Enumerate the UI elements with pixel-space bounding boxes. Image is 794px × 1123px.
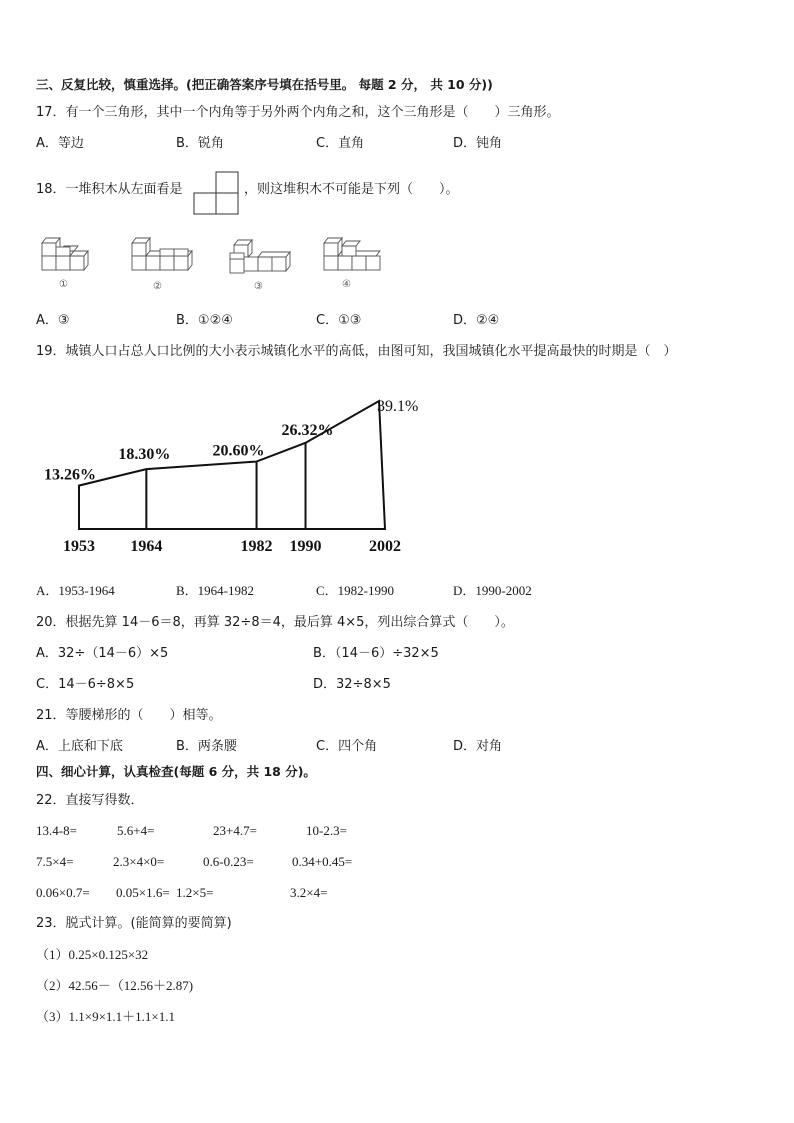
q17-option-a[interactable]: A．等边 [36, 136, 84, 151]
mental-math-item: 0.34+0.45= [292, 854, 353, 869]
question-17-stem: 17．有一个三角形，其中一个内角等于另外两个内角之和，这个三角形是（ ）三角形。 [36, 105, 560, 120]
q21-option-a[interactable]: A．上底和下底 [36, 739, 123, 754]
block-figure-1 [38, 235, 100, 291]
figure-label-3: ③ [254, 281, 263, 292]
figure-label-4: ④ [342, 279, 351, 290]
x-tick-label: 1982 [240, 538, 273, 555]
question-18-stem-post: ，则这堆积木不可能是下列（ ）。 [244, 182, 459, 197]
question-23-stem: 23．脱式计算。(能简算的要简算) [36, 916, 232, 931]
urbanization-chart [30, 385, 430, 560]
area-outline [79, 401, 385, 529]
calc-item-3: （3）1.1×9×1.1＋1.1×1.1 [36, 1009, 175, 1024]
q21-option-d[interactable]: D．对角 [453, 739, 503, 754]
mental-math-item: 2.3×4×0= [113, 854, 165, 869]
q18-option-c[interactable]: C．①③ [316, 313, 362, 328]
question-20-stem: 20．根据先算 14－6＝8，再算 32÷8＝4，最后算 4×5，列出综合算式（ ）。 [36, 615, 514, 630]
data-label: 26.32% [281, 421, 334, 439]
q20-option-b[interactable]: B．（14－6）÷32×5 [313, 646, 439, 661]
data-label: 18.30% [118, 446, 171, 464]
calc-item-2: （2）42.56－（12.56＋2.87) [36, 978, 194, 993]
q20-option-a[interactable]: A．32÷（14－6）×5 [36, 646, 169, 661]
q21-option-c[interactable]: C．四个角 [316, 739, 378, 754]
data-label: 13.26% [44, 466, 96, 484]
q19-option-d[interactable]: D．1990-2002 [453, 583, 532, 598]
q17-option-b[interactable]: B．锐角 [176, 136, 224, 151]
question-18-stem-pre: 18．一堆积木从左面看是 [36, 182, 183, 197]
q19-option-c[interactable]: C．1982-1990 [316, 583, 395, 598]
block-figure-3 [228, 235, 294, 293]
calc-item-1: （1）0.25×0.125×32 [36, 947, 149, 962]
q20-option-d[interactable]: D．32÷8×5 [313, 677, 391, 692]
data-label: 39.1% [377, 398, 419, 415]
mental-math-item: 5.6+4= [117, 823, 155, 838]
data-label: 20.60% [212, 442, 265, 460]
mental-math-item: 23+4.7= [213, 823, 257, 838]
q18-option-a[interactable]: A．③ [36, 313, 70, 328]
x-tick-label: 1990 [289, 538, 322, 555]
figure-label-1: ① [59, 279, 68, 290]
figure-label-2: ② [153, 281, 162, 292]
q19-option-a[interactable]: A．1953-1964 [36, 583, 115, 598]
q17-option-d[interactable]: D．钝角 [453, 136, 503, 151]
mental-math-item: 0.05×1.6= [116, 885, 170, 900]
section-3-title: 三、反复比较，慎重选择。(把正确答案序号填在括号里。 每题 2 分， 共 10 分)) [36, 77, 493, 92]
mental-math-item: 13.4-8= [36, 823, 77, 838]
left-view-figure [192, 170, 242, 216]
mental-math-item: 3.2×4= [290, 885, 328, 900]
block-figure-2 [128, 235, 196, 293]
block-figure-4 [320, 235, 384, 291]
mental-math-item: 1.2×5= [176, 885, 214, 900]
q21-option-b[interactable]: B．两条腰 [176, 739, 237, 754]
section-4-title: 四、细心计算，认真检查(每题 6 分，共 18 分)。 [36, 764, 316, 779]
mental-math-item: 0.6-0.23= [203, 854, 254, 869]
question-21-stem: 21．等腰梯形的（ ）相等。 [36, 708, 222, 723]
q19-option-b[interactable]: B．1964-1982 [176, 583, 255, 598]
mental-math-item: 0.06×0.7= [36, 885, 90, 900]
q18-option-b[interactable]: B．①②④ [176, 313, 233, 328]
q18-option-d[interactable]: D．②④ [453, 313, 500, 328]
mental-math-item: 7.5×4= [36, 854, 74, 869]
x-tick-label: 1953 [63, 538, 95, 555]
mental-math-item: 10-2.3= [306, 823, 347, 838]
question-22-stem: 22．直接写得数． [36, 793, 144, 808]
q17-option-c[interactable]: C．直角 [316, 136, 365, 151]
question-19-stem: 19．城镇人口占总人口比例的大小表示城镇化水平的高低，由图可知，我国城镇化水平提高最快的时期是（ ） [36, 344, 677, 359]
x-tick-label: 1964 [130, 538, 163, 555]
x-tick-label: 2002 [369, 538, 401, 555]
q20-option-c[interactable]: C．14－6÷8×5 [36, 677, 135, 692]
